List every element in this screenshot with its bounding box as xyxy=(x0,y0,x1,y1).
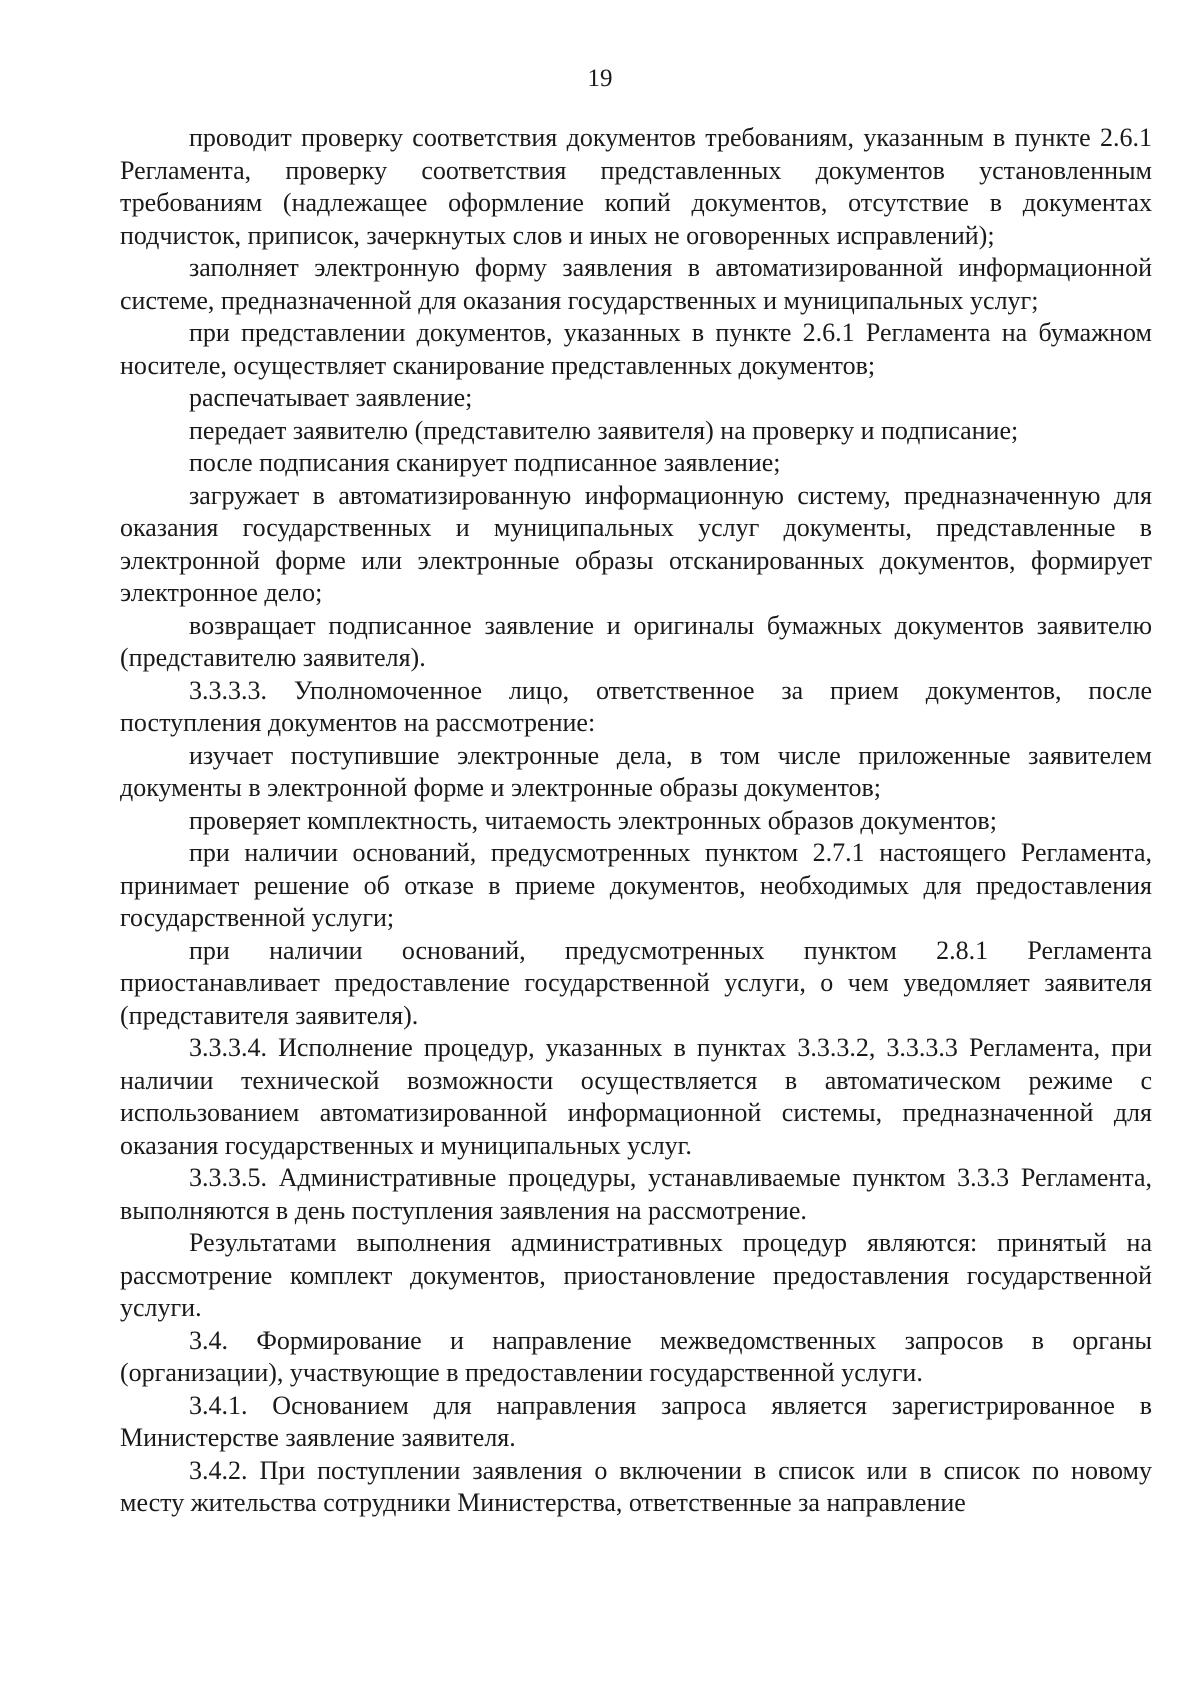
paragraph: 3.3.3.3. Уполномоченное лицо, ответственное за прием документов, после поступления документов на рассмотрение: xyxy=(120,675,1152,737)
page-number: 19 xyxy=(587,65,613,92)
paragraph: Результатами выполнения административных процедур являются: принятый на рассмотрение комплект документов, приостановление предоставления государственной услуги. xyxy=(120,1228,1152,1322)
paragraph: загружает в автоматизированную информационную систему, предназначенную для оказания государственных и муниципальных услуг документы, представленные в электронной форме или электронные образы отсканированных документов, формирует электронное дело; xyxy=(120,480,1152,607)
paragraph: распечатывает заявление; xyxy=(189,383,473,412)
paragraph: 3.4.1. Основанием для направления запроса является зарегистрированное в Министерстве заявление заявителя. xyxy=(120,1390,1152,1452)
paragraph: 3.3.3.4. Исполнение процедур, указанных в пунктах 3.3.3.2, 3.3.3.3 Регламента, при наличии технической возможности осуществляется в автоматическом режиме с использованием автоматизированной информационной системы, предназначенной для оказания государственных и муниципальных услуг. xyxy=(120,1033,1152,1160)
paragraph: 3.4. Формирование и направление межведомственных запросов в органы (организации), участвующие в предоставлении государственной услуги. xyxy=(120,1325,1152,1387)
paragraph: 3.4.2. При поступлении заявления о включении в список или в список по новому месту жительства сотрудники Министерства, ответственные за направление xyxy=(120,1455,1152,1517)
paragraph: проверяет комплектность, читаемость электронных образов документов; xyxy=(189,805,997,835)
paragraph: 3.3.3.5. Административные процедуры, устанавливаемые пунктом 3.3.3 Регламента, выполняются в день поступления заявления на рассмотрение. xyxy=(120,1163,1152,1225)
paragraph: возвращает подписанное заявление и оригиналы бумажных документов заявителю (представителю заявителя). xyxy=(120,610,1152,672)
paragraph: при наличии оснований, предусмотренных пунктом 2.7.1 настоящего Регламента, принимает решение об отказе в приеме документов, необходимых для предоставления государственной услуги; xyxy=(120,838,1152,932)
paragraph: при представлении документов, указанных в пункте 2.6.1 Регламента на бумажном носителе, осуществляет сканирование представленных документов; xyxy=(120,318,1152,380)
document-body xyxy=(120,122,1152,1520)
paragraph: заполняет электронную форму заявления в автоматизированной информационной системе, предназначенной для оказания государственных и муниципальных услуг; xyxy=(120,253,1152,315)
paragraph: проводит проверку соответствия документов требованиям, указанным в пункте 2.6.1 Регламента, проверку соответствия представленных документов установленным требованиям (надлежащее оформление копий документов, отсутствие в документах подчисток, приписок, зачеркнутых слов и иных не оговоренных исправлений); xyxy=(120,123,1152,250)
paragraph: изучает поступившие электронные дела, в том числе приложенные заявителем документы в электронной форме и электронные образы документов; xyxy=(120,740,1152,802)
paragraph: передает заявителю (представителю заявителя) на проверку и подписание; xyxy=(189,415,1019,445)
paragraph: при наличии оснований, предусмотренных пунктом 2.8.1 Регламента приостанавливает предоставление государственной услуги, о чем уведомляет заявителя (представителя заявителя). xyxy=(120,935,1152,1030)
paragraph: после подписания сканирует подписанное заявление; xyxy=(189,448,781,477)
